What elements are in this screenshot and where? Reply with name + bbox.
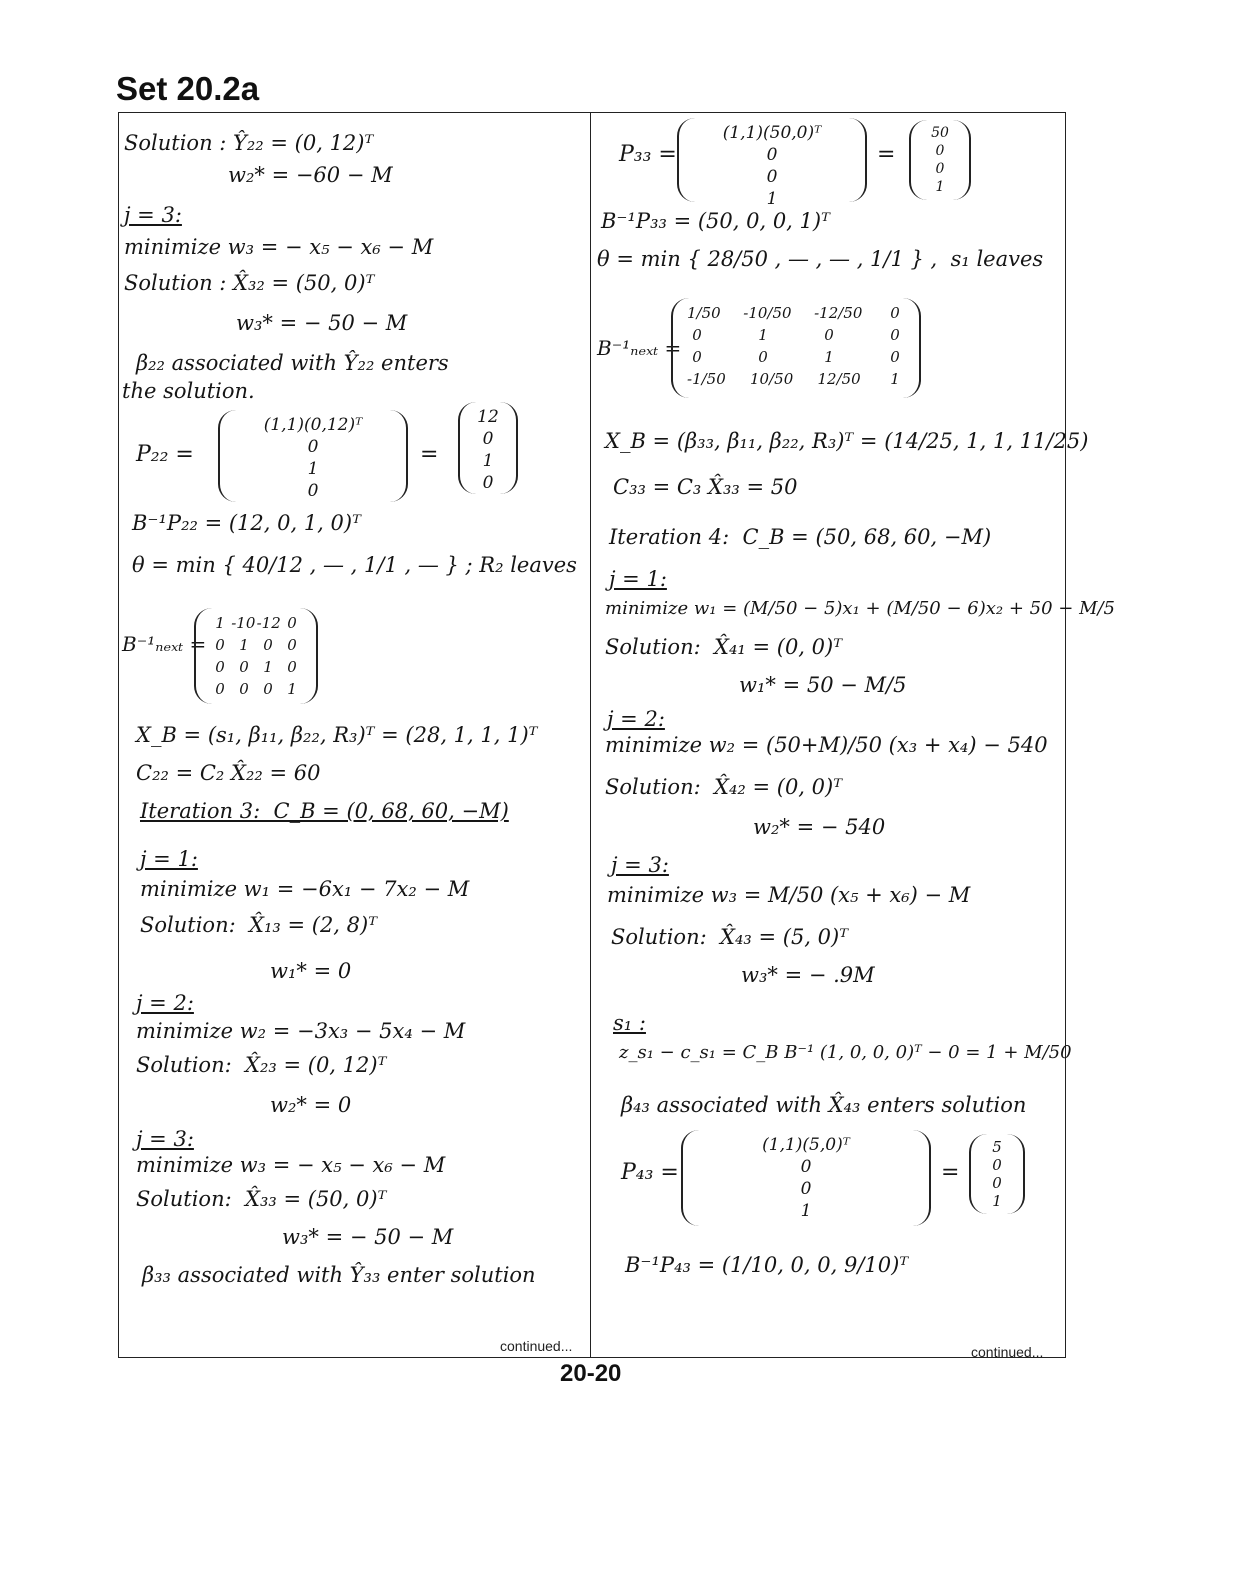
matrix-entry: -10	[231, 614, 256, 632]
matrix-entry: 0	[215, 658, 225, 676]
matrix-entry: (1,1)(50,0)ᵀ	[722, 123, 822, 143]
left-line: Solution: X̂₃₃ = (50, 0)ᵀ	[136, 1187, 387, 1211]
matrix-entry: 0	[215, 636, 225, 654]
right-column	[591, 112, 1116, 1360]
matrix-entry: -1/50	[687, 370, 726, 388]
matrix-entry: 1	[758, 326, 768, 344]
matrix-entry: 0	[935, 143, 945, 159]
matrix-entry: 0	[307, 437, 319, 457]
matrix-entry: 0	[800, 1179, 812, 1199]
left-line: β₂₂ associated with Ŷ₂₂ enters	[136, 351, 449, 375]
p43-label: P₄₃ =	[621, 1160, 679, 1185]
matrix-entry: -12/50	[814, 304, 863, 322]
left-line: minimize w₁ = −6x₁ − 7x₂ − M	[140, 877, 470, 901]
left-line: minimize w₃ = − x₅ − x₆ − M	[136, 1153, 446, 1177]
matrix-entry: 0	[263, 636, 273, 654]
matrix-entry: (1,1)(5,0)ᵀ	[762, 1135, 850, 1155]
page-title: Set 20.2a	[116, 70, 260, 107]
right-line: Solution: X̂₄₁ = (0, 0)ᵀ	[605, 635, 843, 659]
matrix-entry: 1	[935, 179, 945, 195]
matrix-entry: 1	[215, 614, 225, 632]
left-line: Iteration 3: C_B = (0, 68, 60, −M)	[140, 799, 509, 823]
matrix-entry: 0	[287, 636, 297, 654]
matrix-entry: 0	[692, 348, 702, 366]
left-line: minimize w₂ = −3x₃ − 5x₄ − M	[136, 1019, 466, 1043]
right-line: j = 2:	[607, 707, 665, 731]
right-line: Iteration 4: C_B = (50, 68, 60, −M)	[609, 525, 992, 549]
right-line: B⁻¹P₃₃ = (50, 0, 0, 1)ᵀ	[601, 209, 830, 233]
matrix-entry: -12	[256, 614, 281, 632]
left-line: minimize w₃ = − x₅ − x₆ − M	[124, 235, 434, 259]
equals-sign: =	[941, 1160, 960, 1185]
p33-result	[909, 120, 971, 200]
matrix-entry: 1	[824, 348, 834, 366]
matrix-entry: 0	[890, 304, 900, 322]
right-line: w₂* = − 540	[753, 815, 886, 839]
right-line: w₁* = 50 − M/5	[739, 673, 907, 697]
matrix-entry: (1,1)(0,12)ᵀ	[263, 415, 363, 435]
matrix-entry: 10/50	[750, 370, 794, 388]
left-line: Solution : Ŷ₂₂ = (0, 12)ᵀ	[124, 131, 374, 155]
left-line: w₁* = 0	[270, 959, 352, 983]
matrix-entry: 12	[477, 407, 499, 427]
bnext-matrix	[671, 298, 921, 398]
equals-sign: =	[420, 442, 439, 467]
left-line: w₂* = −60 − M	[228, 163, 393, 187]
left-line: X_B = (s₁, β₁₁, β₂₂, R₃)ᵀ = (28, 1, 1, 1)ᵀ	[136, 723, 538, 747]
matrix-entry: 1	[992, 1192, 1002, 1210]
left-line: w₂* = 0	[270, 1093, 352, 1117]
left-line: Solution: X̂₂₃ = (0, 12)ᵀ	[136, 1053, 387, 1077]
matrix-entry: 0	[482, 429, 494, 449]
matrix-entry: 0	[766, 167, 778, 187]
right-line: j = 3:	[611, 853, 669, 877]
page-number: 20-20	[560, 1360, 622, 1387]
matrix-entry: -10/50	[743, 304, 792, 322]
matrix-entry: 5	[992, 1138, 1002, 1156]
right-line: minimize w₁ = (M/50 − 5)x₁ + (M/50 − 6)x₂ + 50 − M/5	[605, 598, 1116, 619]
p22-label: P₂₂ =	[136, 442, 194, 467]
matrix-entry: 0	[766, 145, 778, 165]
right-line: C₃₃ = C₃ X̂₃₃ = 50	[613, 475, 798, 499]
matrix-entry: 0	[824, 326, 834, 344]
matrix-entry: 0	[263, 680, 273, 698]
left-line: the solution.	[122, 379, 255, 403]
p43-matrix	[681, 1130, 931, 1226]
p22-matrix	[218, 410, 408, 502]
matrix-entry: 1	[239, 636, 249, 654]
left-line: θ = min { 40/12 , — , 1/1 , — } ; R₂ leaves	[132, 553, 577, 577]
right-line: w₃* = − .9M	[741, 963, 875, 987]
matrix-entry: 50	[931, 125, 949, 141]
right-line: minimize w₃ = M/50 (x₅ + x₆) − M	[607, 883, 971, 907]
right-line: θ = min { 28/50 , — , — , 1/1 } , s₁ leaves	[597, 247, 1044, 271]
matrix-entry: 0	[758, 348, 768, 366]
left-column	[118, 112, 590, 1358]
matrix-entry: 0	[239, 658, 249, 676]
right-line: j = 1:	[609, 567, 667, 591]
right-line: β₄₃ associated with X̂₄₃ enters solution	[621, 1093, 1027, 1117]
matrix-entry: 0	[482, 473, 494, 493]
matrix-entry: 0	[890, 348, 900, 366]
left-line: w₃* = − 50 − M	[236, 311, 408, 335]
matrix-entry: 0	[287, 614, 297, 632]
right-line: Solution: X̂₄₃ = (5, 0)ᵀ	[611, 925, 849, 949]
left-line: j = 3:	[136, 1127, 194, 1151]
right-line: Solution: X̂₄₂ = (0, 0)ᵀ	[605, 775, 843, 799]
continued-note: continued...	[971, 1344, 1044, 1360]
bnext-matrix	[194, 608, 318, 704]
matrix-entry: 0	[890, 326, 900, 344]
left-line: j = 1:	[140, 847, 198, 871]
matrix-entry: 1	[482, 451, 494, 471]
right-line: z_s₁ − c_s₁ = C_B B⁻¹ (1, 0, 0, 0)ᵀ − 0 = 1 + M/50	[619, 1042, 1072, 1063]
bnext-label: B⁻¹ₙₑₓₜ =	[122, 632, 207, 656]
matrix-entry: 0	[307, 481, 319, 501]
left-line: j = 3:	[124, 203, 182, 227]
p22-result	[458, 402, 518, 494]
matrix-entry: 0	[692, 326, 702, 344]
left-line: C₂₂ = C₂ X̂₂₂ = 60	[136, 761, 321, 785]
p33-matrix	[677, 118, 867, 209]
equals-sign: =	[877, 142, 896, 167]
matrix-entry: 1	[263, 658, 273, 676]
left-line: β₃₃ associated with Ŷ₃₃ enter solution	[142, 1263, 536, 1287]
left-line: Solution: X̂₁₃ = (2, 8)ᵀ	[140, 913, 378, 937]
right-line: B⁻¹P₄₃ = (1/10, 0, 0, 9/10)ᵀ	[625, 1253, 909, 1277]
right-line: minimize w₂ = (50+M)/50 (x₃ + x₄) − 540	[605, 733, 1048, 757]
matrix-entry: 0	[992, 1174, 1002, 1192]
matrix-entry: 1	[307, 459, 319, 479]
matrix-entry: 1/50	[687, 304, 721, 322]
matrix-entry: 0	[992, 1156, 1002, 1174]
matrix-entry: 0	[935, 161, 945, 177]
left-line: j = 2:	[136, 991, 194, 1015]
right-line: X_B = (β₃₃, β₁₁, β₂₂, R₃)ᵀ = (14/25, 1, 1, 11/25)	[605, 429, 1089, 453]
left-line: B⁻¹P₂₂ = (12, 0, 1, 0)ᵀ	[132, 511, 361, 535]
matrix-entry: 0	[800, 1157, 812, 1177]
right-line: s₁ :	[613, 1011, 646, 1035]
matrix-entry: 0	[239, 680, 249, 698]
matrix-entry: 1	[766, 189, 778, 209]
matrix-entry: 1	[287, 680, 297, 698]
matrix-entry: 12/50	[817, 370, 861, 388]
p33-label: P₃₃ =	[619, 142, 677, 167]
continued-note: continued...	[500, 1338, 573, 1354]
matrix-entry: 1	[890, 370, 900, 388]
matrix-entry: 1	[800, 1201, 812, 1221]
p43-result	[969, 1134, 1025, 1214]
left-line: w₃* = − 50 − M	[282, 1225, 454, 1249]
bnext-label: B⁻¹ₙₑₓₜ =	[597, 336, 682, 360]
left-line: Solution : X̂₃₂ = (50, 0)ᵀ	[124, 271, 375, 295]
matrix-entry: 0	[287, 658, 297, 676]
matrix-entry: 0	[215, 680, 225, 698]
